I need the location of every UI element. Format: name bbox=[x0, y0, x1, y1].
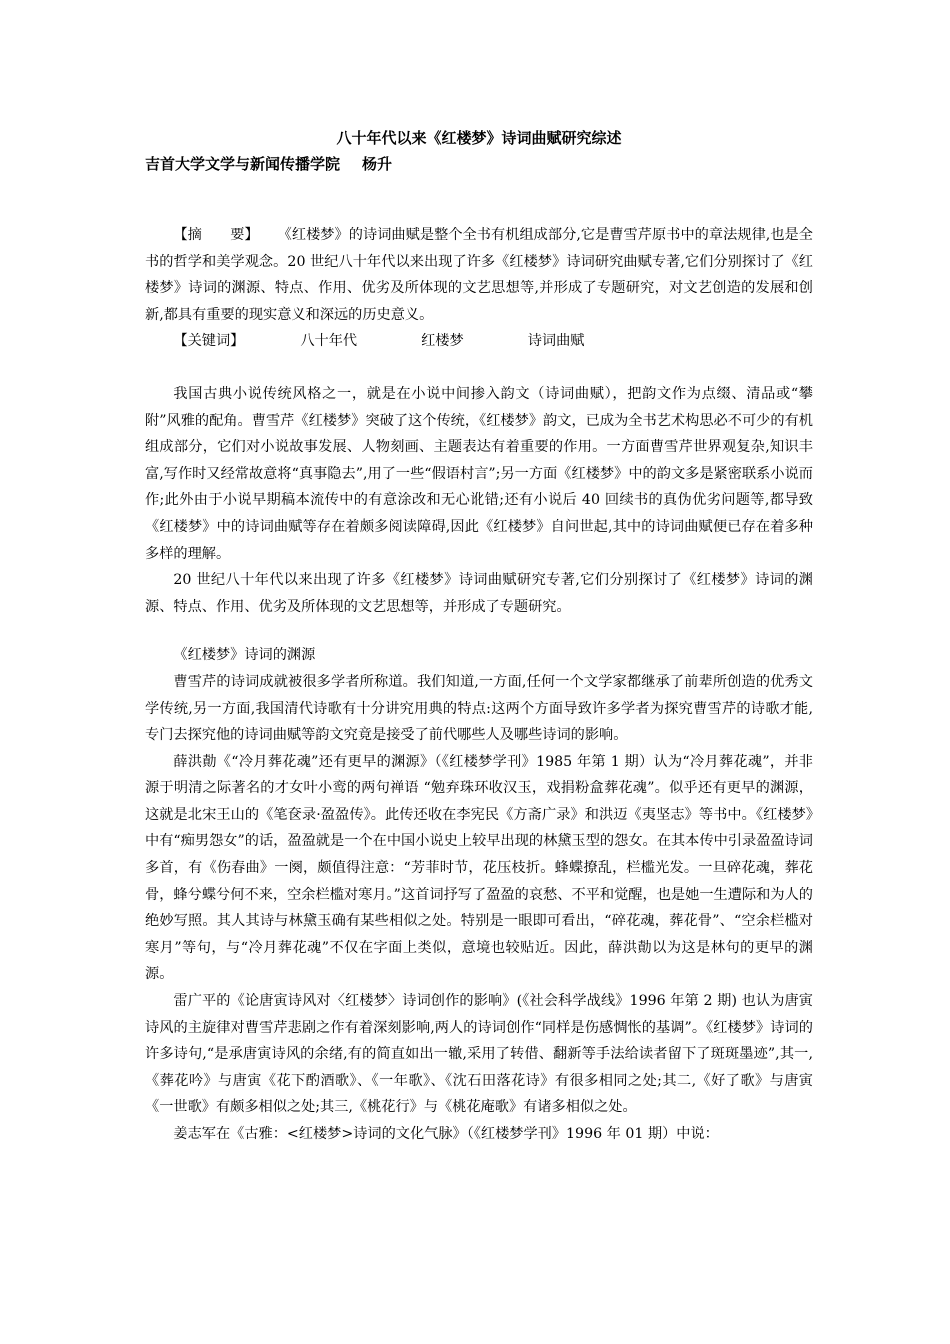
keyword-item: 八十年代 bbox=[300, 333, 358, 350]
keyword-item: 红楼梦 bbox=[421, 333, 464, 350]
author-name: 杨升 bbox=[362, 155, 393, 173]
section-paragraph: 雷广平的《论唐寅诗风对〈红楼梦〉诗词创作的影响》(《社会科学战线》1996 年第 2 期) 也认为唐寅诗风的主旋律对曹雪芹悲剧之作有着深刻影响,两人的诗词创作“同样是伤感惆怅的基调”。《红楼梦》诗词的许多诗句,“是承唐寅诗风的余绪,有的简直如出一辙,采用了转借、翻新等手法给读者留下了斑斑墨迹”,其一,《葬花吟》与唐寅《花下酌酒歌》、《一年歌》、《沈石田落花诗》有很多相同之处;其二,《好了歌》与唐寅《一世歌》有颇多相似之处;其三,《桃花行》与《桃花庵歌》有诸多相似之处。 bbox=[145, 993, 813, 1116]
keyword-item: 诗词曲赋 bbox=[527, 333, 585, 350]
section-paragraph: 曹雪芹的诗词成就被很多学者所称道。我们知道,一方面,任何一个文学家都继承了前辈所创造的优秀文学传统,另一方面,我国清代诗歌有十分讲究用典的特点:这两个方面导致许多学者为探究曹雪芹的诗歌才能,专门去探究他的诗词曲赋等韵文究竟是接受了前代哪些人及哪些诗词的影响。 bbox=[145, 673, 813, 744]
document-title: 八十年代以来《红楼梦》诗词曲赋研究综述 bbox=[336, 129, 622, 147]
abstract-paragraph bbox=[145, 222, 813, 328]
abstract-text: 《红楼梦》的诗词曲赋是整个全书有机组成部分,它是曹雪芹原书中的章法规律,也是全书的哲学和美学观念。20 世纪八十年代以来出现了许多《红楼梦》诗词研究曲赋专著,它们分别探讨了《红楼梦》诗词的渊源、特点、作用、优劣及所体现的文艺思想等,并形成了专题研究，对文艺创造的发展和创新,都具有重要的现实意义和深远的历史意义。 bbox=[145, 227, 813, 323]
intro-paragraph: 我国古典小说传统风格之一，就是在小说中间掺入韵文（诗词曲赋），把韵文作为点缀、清品或“攀附”风雅的配角。曹雪芹《红楼梦》突破了这个传统，《红楼梦》韵文，已成为全书艺术构思必不可少的有机组成部分，它们对小说故事发展、人物刻画、主题表达有着重要的作用。一方面曹雪芹世界观复杂,知识丰富,写作时又经常故意将“真事隐去”,用了一些“假语村言”;另一方面《红楼梦》中的韵文多是紧密联系小说而作;此外由于小说早期稿本流传中的有意涂改和无心讹错;还有小说后 40 回续书的真伪优劣问题等,都导致《红楼梦》中的诗词曲赋等存在着颇多阅读障碍,因此《红楼梦》自问世起,其中的诗词曲赋便已存在着多种多样的理解。 bbox=[145, 385, 813, 562]
document-body bbox=[145, 222, 813, 1148]
section-paragraph: 薛洪勣《“冷月葬花魂”还有更早的渊源》（《红楼梦学刊》1985 年第 1 期）认为“冷月葬花魂”，并非源于明清之际著名的才女叶小鸾的两句禅语 “勉弃珠环收汉玉，戏捐粉盒葬花魂”。似乎还有更早的渊源，这就是北宋王山的《笔奁录·盈盈传》。此传还收在李宪民《方斋广录》和洪迈《夷坚志》等书中。《红楼梦》中有“痴男怨女”的话，盈盈就是一个在中国小说史上较早出现的林黛玉型的怨女。在其本传中引录盈盈诗词多首，有《伤春曲》一阕，颇值得注意：“芳菲时节，花压枝折。蜂蝶撩乱，栏槛光发。一旦碎花魂，葬花骨，蜂兮蝶兮何不来，空余栏槛对寒月。”这首词抒写了盈盈的哀愁、不平和觉醒，也是她一生遭际和为人的绝妙写照。其人其诗与林黛玉确有某些相似之处。特别是一眼即可看出，“碎花魂，葬花骨”、“空余栏槛对寒月”等句，与“冷月葬花魂”不仅在字面上类似，意境也较贴近。因此，薛洪勣以为这是林句的更早的渊源。 bbox=[145, 753, 813, 983]
byline bbox=[145, 152, 392, 176]
affiliation: 吉首大学文学与新闻传播学院 bbox=[145, 155, 341, 173]
section-heading: 《红楼梦》诗词的渊源 bbox=[173, 647, 316, 664]
intro-paragraph: 20 世纪八十年代以来出现了许多《红楼梦》诗词曲赋研究专著,它们分别探讨了《红楼梦》诗词的渊源、特点、作用、优劣及所体现的文艺思想等，并形成了专题研究。 bbox=[145, 572, 813, 615]
keywords-label: 【关键词】 bbox=[173, 333, 245, 350]
spacer bbox=[145, 355, 813, 381]
keywords-line bbox=[145, 328, 813, 355]
section-paragraph: 姜志军在《古雅：<红楼梦>诗词的文化气脉》（《红楼梦学刊》1996 年 01 期）中说： bbox=[173, 1126, 719, 1142]
abstract-label: 【摘 要】 bbox=[173, 227, 259, 243]
spacer bbox=[145, 620, 813, 642]
